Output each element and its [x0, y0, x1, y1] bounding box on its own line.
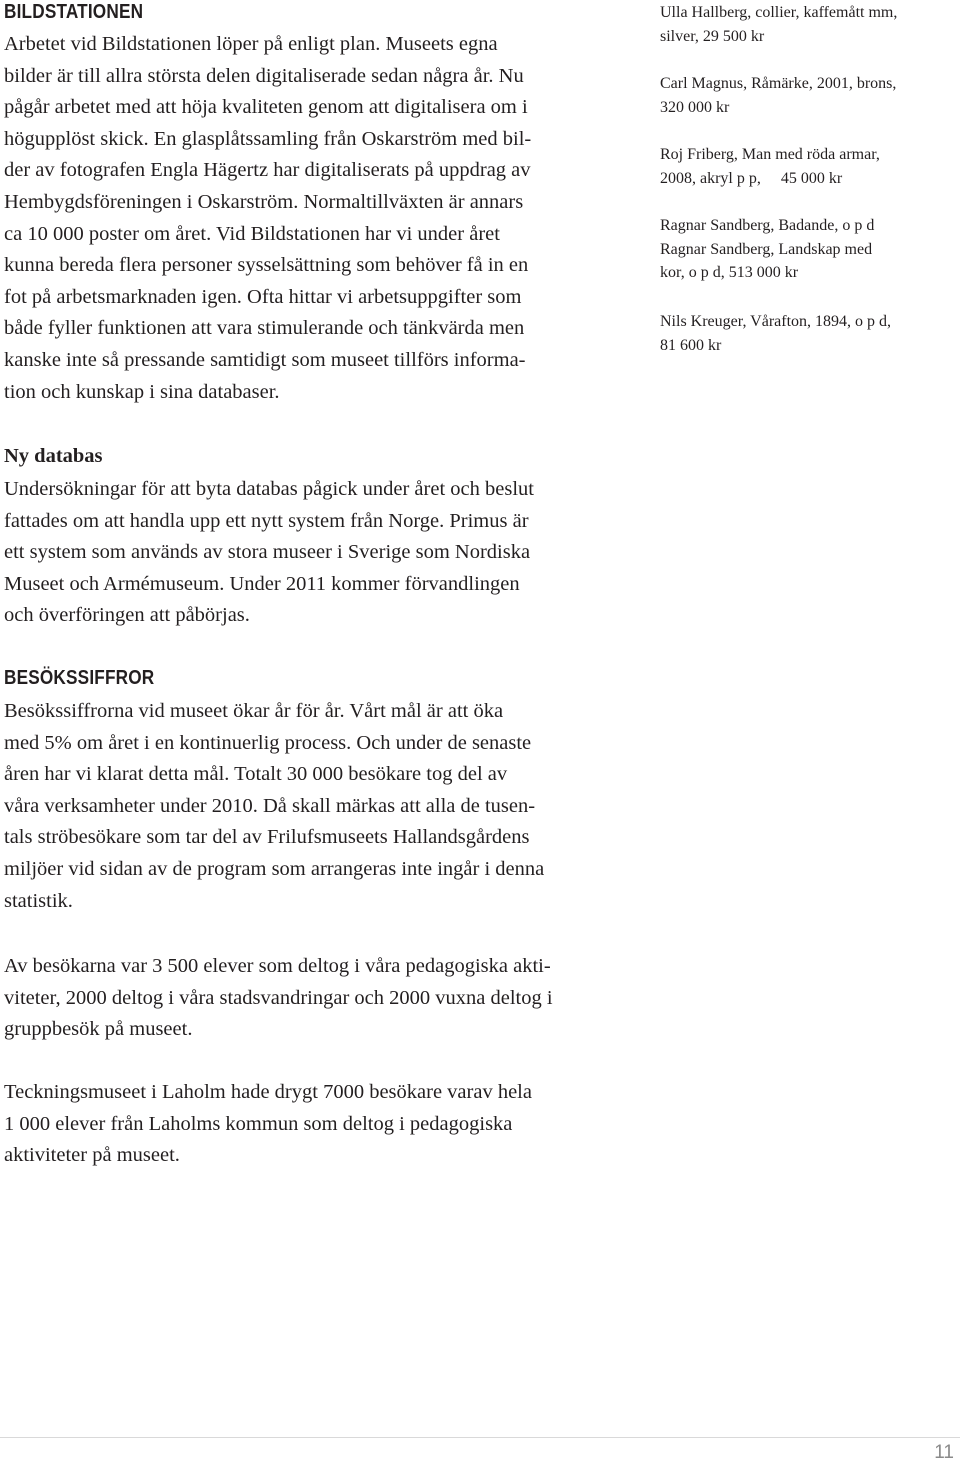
sidebar-item-line: Ragnar Sandberg, Landskap med [660, 240, 873, 258]
besokssiffror-paragraph-2 [4, 951, 553, 1046]
text-line: våra verksamheter under 2010. Då skall märkas att alla de tusen- [4, 794, 536, 817]
bildstationen-paragraph [4, 29, 531, 408]
text-line: Museet och Armémuseum. Under 2011 kommer förvandlingen [4, 572, 520, 595]
sidebar-item-line: silver, 29 500 kr [660, 27, 765, 45]
text-line: ca 10 000 poster om året. Vid Bildstationen har vi under året [4, 222, 500, 245]
text-line: viteter, 2000 deltog i våra stadsvandringar och 2000 vuxna deltog i [4, 986, 553, 1009]
sidebar-item-line: 81 600 kr [660, 336, 722, 354]
sidebar-item-line: Ragnar Sandberg, Badande, o p d [660, 217, 875, 234]
sidebar-item-artwork [660, 214, 960, 285]
footer-divider [0, 1437, 960, 1438]
text-line: statistik. [4, 889, 73, 912]
text-line: högupplöst skick. En glasplåtssamling från Oskarström med bil- [4, 127, 532, 150]
text-line: med 5% om året i en kontinuerlig process. Och under de senaste [4, 731, 532, 754]
besokssiffror-paragraph-3 [4, 1077, 532, 1172]
text-line: åren har vi klarat detta mål. Totalt 30 000 besökare tog del av [4, 763, 508, 786]
text-line: Besökssiffrorna vid museet ökar år för år. Vårt mål är att öka [4, 700, 504, 722]
text-line: tals ströbesökare som tar del av Frilufsmuseets Hallandsgårdens [4, 826, 530, 849]
text-line: kanske inte så pressande samtidigt som museet tillförs informa- [4, 348, 526, 371]
section-heading-ny-databas: Ny databas [4, 445, 103, 467]
text-line: Teckningsmuseet i Laholm hade drygt 7000 besökare varav hela [4, 1081, 532, 1103]
sidebar-item-line: 2008, akryl p p, 45 000 kr [660, 169, 843, 187]
section-heading-besokssiffror: BESÖKSSIFFROR [4, 667, 155, 689]
sidebar-item-line: Nils Kreuger, Vårafton, 1894, o p d, [660, 313, 892, 330]
text-line: ett system som används av stora museer i Sverige som Nordiska [4, 541, 531, 564]
text-line: miljöer vid sidan av de program som arrangeras inte ingår i denna [4, 857, 545, 880]
sidebar-item-artwork [660, 143, 960, 190]
text-line: fot på arbetsmarknaden igen. Ofta hittar vi arbetsuppgifter som [4, 285, 522, 308]
section-heading-bildstationen: BILDSTATIONEN [4, 1, 144, 23]
sidebar-item-artwork [660, 72, 960, 119]
sidebar-item-line: Roj Friberg, Man med röda armar, [660, 146, 880, 163]
text-line: Hembygdsföreningen i Oskarström. Normaltillväxten är annars [4, 190, 524, 213]
text-line: kunna bereda flera personer sysselsättning som behöver få in en [4, 254, 529, 277]
text-line: gruppbesök på museet. [4, 1018, 193, 1041]
text-line: Undersökningar för att byta databas pågick under året och beslut [4, 478, 534, 500]
text-line: pågår arbetet med att höja kvaliteten genom att digitalisera om i [4, 96, 528, 119]
text-line: bilder är till allra största delen digitaliserade sedan några år. Nu [4, 64, 524, 87]
sidebar-item-line: kor, o p d, 513 000 kr [660, 264, 799, 281]
text-line: Av besökarna var 3 500 elever som deltog i våra pedagogiska akti- [4, 955, 551, 977]
sidebar-item-line: Ulla Hallberg, collier, kaffemått mm, [660, 4, 898, 21]
text-line: aktiviteter på museet. [4, 1144, 180, 1167]
page-number: 11 [934, 1442, 954, 1463]
text-line: 1 000 elever från Laholms kommun som deltog i pedagogiska [4, 1112, 513, 1135]
text-line: och överföringen att påbörjas. [4, 604, 250, 627]
sidebar-item-artwork [660, 310, 960, 357]
besokssiffror-paragraph-1 [4, 696, 544, 917]
sidebar-item-artwork [660, 1, 960, 48]
sidebar-item-line: 320 000 kr [660, 98, 730, 116]
sidebar-item-line: Carl Magnus, Råmärke, 2001, brons, [660, 75, 897, 92]
text-line: Arbetet vid Bildstationen löper på enligt plan. Museets egna [4, 33, 498, 55]
text-line: fattades om att handla upp ett nytt system från Norge. Primus är [4, 509, 529, 532]
text-line: både fyller funktionen att vara stimulerande och tänkvärda men [4, 317, 525, 340]
text-line: der av fotografen Engla Hägertz har digitaliserats på uppdrag av [4, 159, 531, 182]
ny-databas-paragraph [4, 474, 534, 632]
text-line: tion och kunskap i sina databaser. [4, 380, 280, 403]
